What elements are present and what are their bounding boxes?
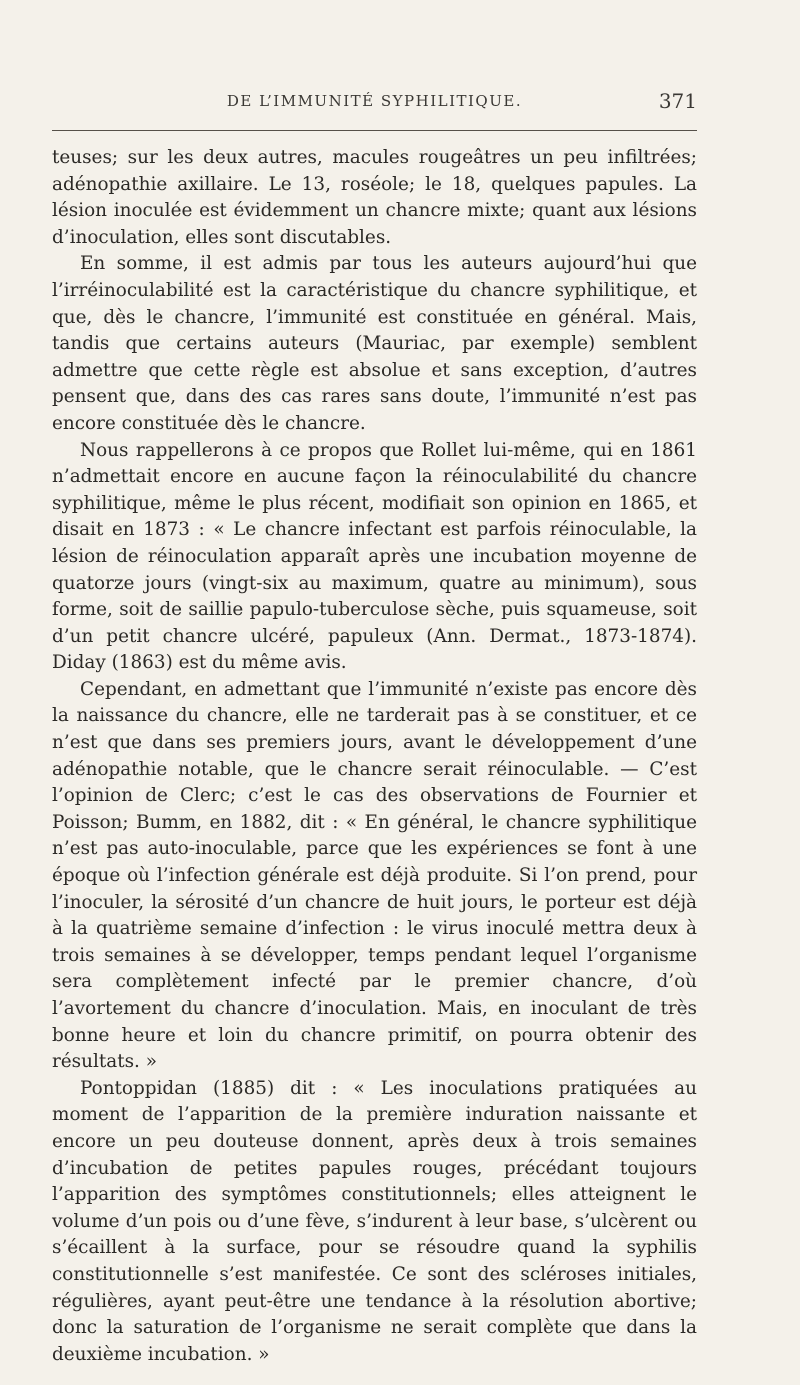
- header-rule: [52, 130, 697, 131]
- paragraph-irreinoculabilite: En somme, il est admis par tous les auteurs aujourd’hui que l’irréinoculabilité est la caractéristique du chancre syphilitique, et que, dès le chancre, l’immunité est constituée en général. Mais, tandis que certains auteurs (Mauriac, par exemple) semblent admettre que cette règle est absolue et sans exception, d’autres pensent que, dans des cas rares sans doute, l’immunité n’est pas encore constituée dès le chancre.: [52, 253, 697, 434]
- paragraph-continued: teuses; sur les deux autres, macules rougeâtres un peu infiltrées; adénopathie axillaire. Le 13, roséole; le 18, quelques papules. La lésion inoculée est évidemment un chancre mixte; quant aux lésions d’inoculation, elles sont discutables.: [52, 147, 697, 248]
- page-number: 371: [658, 89, 697, 113]
- paragraph-pontoppidan: Pontoppidan (1885) dit : « Les inoculations pratiquées au moment de l’apparition de la première induration naissante et encore un peu douteuse donnent, après deux à trois semaines d’incubation de petites papules rouges, précédant toujours l’apparition des symptômes constitutionnels; elles atteignent le volume d’un pois ou d’une fève, s’indurent à leur base, s’ulcèrent ou s’écaillent à la surface, pour se résoudre quand la syphilis constitutionnelle s’est manifestée. Ce sont des scléroses initiales, régulières, ayant peut-être une tendance à la résolution abortive; donc la saturation de l’organisme ne serait complète que dans la deuxième incubation. »: [52, 1077, 697, 1365]
- running-head: DE L’IMMUNITÉ SYPHILITIQUE.: [226, 92, 523, 110]
- body-text: [52, 145, 697, 1368]
- paragraph-rollet: Nous rappellerons à ce propos que Rollet lui-même, qui en 1861 n’admettait encore en aucune façon la réinoculabilité du chancre syphilitique, même le plus récent, modifiait son opinion en 1865, et disait en 1873 : « Le chancre infectant est parfois réinoculable, la lésion de réinoculation apparaît après une incubation moyenne de quatorze jours (vingt-six au maximum, quatre au minimum), sous forme, soit de saillie papulo-tuberculose sèche, puis squameuse, soit d’un petit chancre ulcéré, papuleux (Ann. Dermat., 1873-1874). Diday (1863) est du même avis.: [52, 439, 697, 674]
- page-header: [52, 88, 697, 118]
- paragraph-cependant: Cependant, en admettant que l’immunité n’existe pas encore dès la naissance du chancre, elle ne tarderait pas à se constituer, et ce n’est que dans ses premiers jours, avant le développement d’une adénopathie notable, que le chancre serait réinoculable. — C’est l’opinion de Clerc; c’est le cas des observations de Fournier et Poisson; Bumm, en 1882, dit : « En général, le chancre syphilitique n’est pas auto-inoculable, parce que les expériences se font à une époque où l’infection générale est déjà produite. Si l’on prend, pour l’inoculer, la sérosité d’un chancre de huit jours, le porteur est déjà à la quatrième semaine d’infection : le virus inoculé mettra deux à trois semaines à se développer, temps pendant lequel l’organisme sera complètement infecté par le premier chancre, d’où l’avortement du chancre d’inoculation. Mais, en inoculant de très bonne heure et loin du chancre primitif, on pourra obtenir des résultats. »: [52, 678, 697, 1073]
